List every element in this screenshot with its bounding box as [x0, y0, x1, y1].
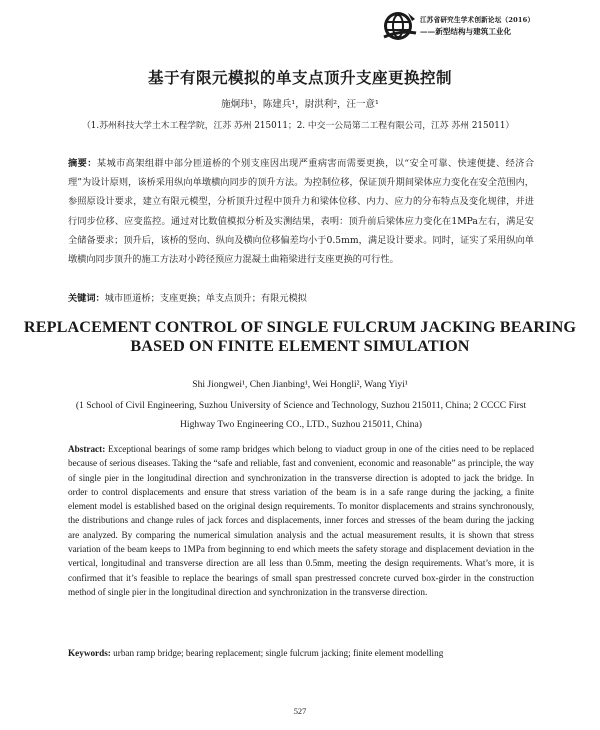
chinese-abstract-label: 摘要： — [68, 158, 97, 169]
chinese-abstract — [68, 154, 534, 269]
chinese-title: 基于有限元模拟的单支点顶升支座更换控制 — [147, 68, 452, 87]
english-keywords — [68, 648, 534, 658]
english-abstract-text: Exceptional bearings of some ramp bridges which belong to viaduct group in one of the cities need to be replaced because of serious diseases. Taking the “safe and reliable, fast and convenient, economic and reasonable” as principle, the way of single pier in the longitudinal direction and synchronization in the transverse direction is adopted to jack the bridge. In order to control displacements and ensure that stress variation of the beam is in a safe range during the jacking, a finite element model is established based on the original design requirements. To monitor displacements and strains synchronously, the distributions and change rules of jack forces and displacements, inner forces and stresses of the beam during the jacking are analyzed. By comparing the numerical simulation analysis and the actual measurement results, it is shown that stress variation of the beam keeps to 1MPa from beginning to end which meets the safety storage and displacement deviation in the vertical, longitudinal and transverse direction are all less than 0.5mm, meeting the design requirements. What’s more, it is confirmed that it’s feasible to replace the bearings of small span prestressed concrete curved box-girder in the construction method of single pier in the longitudinal direction and synchronization in the transverse direction. — [68, 444, 534, 597]
chinese-keywords — [68, 290, 534, 304]
english-authors: Shi Jiongwei¹, Chen Jianbing¹, Wei Hongli², Wang Yiyi¹ — [192, 379, 408, 390]
header-forum-subtitle: ——新型结构与建筑工业化 — [420, 27, 512, 36]
english-affiliation: (1 School of Civil Engineering, Suzhou University of Science and Technology, Suzhou 215011, China; 2 CCCC First Highway Two Engineering CO., LTD., Suzhou 215011, China) — [75, 400, 527, 430]
forum-logo-icon — [382, 10, 418, 42]
header-forum-name: 江苏省研究生学术创新论坛（2016） — [420, 16, 535, 24]
journal-header — [362, 8, 562, 44]
english-abstract-label: Abstract: — [68, 444, 106, 454]
chinese-keywords-text: 城市匝道桥；支座更换；单支点顶升；有限元模拟 — [104, 293, 307, 304]
chinese-authors: 施炯玮¹，陈建兵¹，尉洪利²，汪一意¹ — [221, 99, 379, 110]
english-keywords-label: Keywords: — [68, 648, 111, 658]
chinese-keywords-label: 关键词： — [68, 293, 105, 304]
chinese-affiliation: （1.苏州科技大学土木工程学院，江苏 苏州 215011；2. 中交一公局第二工程有限公司，江苏 苏州 215011） — [82, 121, 515, 131]
english-abstract — [68, 442, 534, 599]
chinese-abstract-text: 某城市高架组群中部分匝道桥的个别支座因出现严重病害而需要更换，以“安全可靠、快速便捷、经济合理”为设计原则，该桥采用纵向单墩横向同步的顶升方法。为控制位移，保证顶升期间梁体应力变化在安全范围内，参照原设计要求，建立有限元模型，分析顶升过程中顶升力和梁体位移、内力、应力的分布特点及变化规律，并进行同步位移、应变监控。通过对比数值模拟分析及实测结果，表明：顶升前后梁体应力变化在1MPa左右，满足安全储备要求；顶升后，该桥的竖向、纵向及横向位移偏差均小于0.5mm，满足设计要求。同时，证实了采用纵向单墩横向同步顶升的施工方法对小跨径预应力混凝土曲箱梁进行支座更换的可行性。 — [68, 158, 535, 266]
page-number: 527 — [293, 707, 307, 716]
english-keywords-text: urban ramp bridge; bearing replacement; single fulcrum jacking; finite element modelling — [110, 648, 444, 658]
english-title: REPLACEMENT CONTROL OF SINGLE FULCRUM JACKING BEARING BASED ON FINITE ELEMENT SIMULATION — [23, 318, 577, 355]
